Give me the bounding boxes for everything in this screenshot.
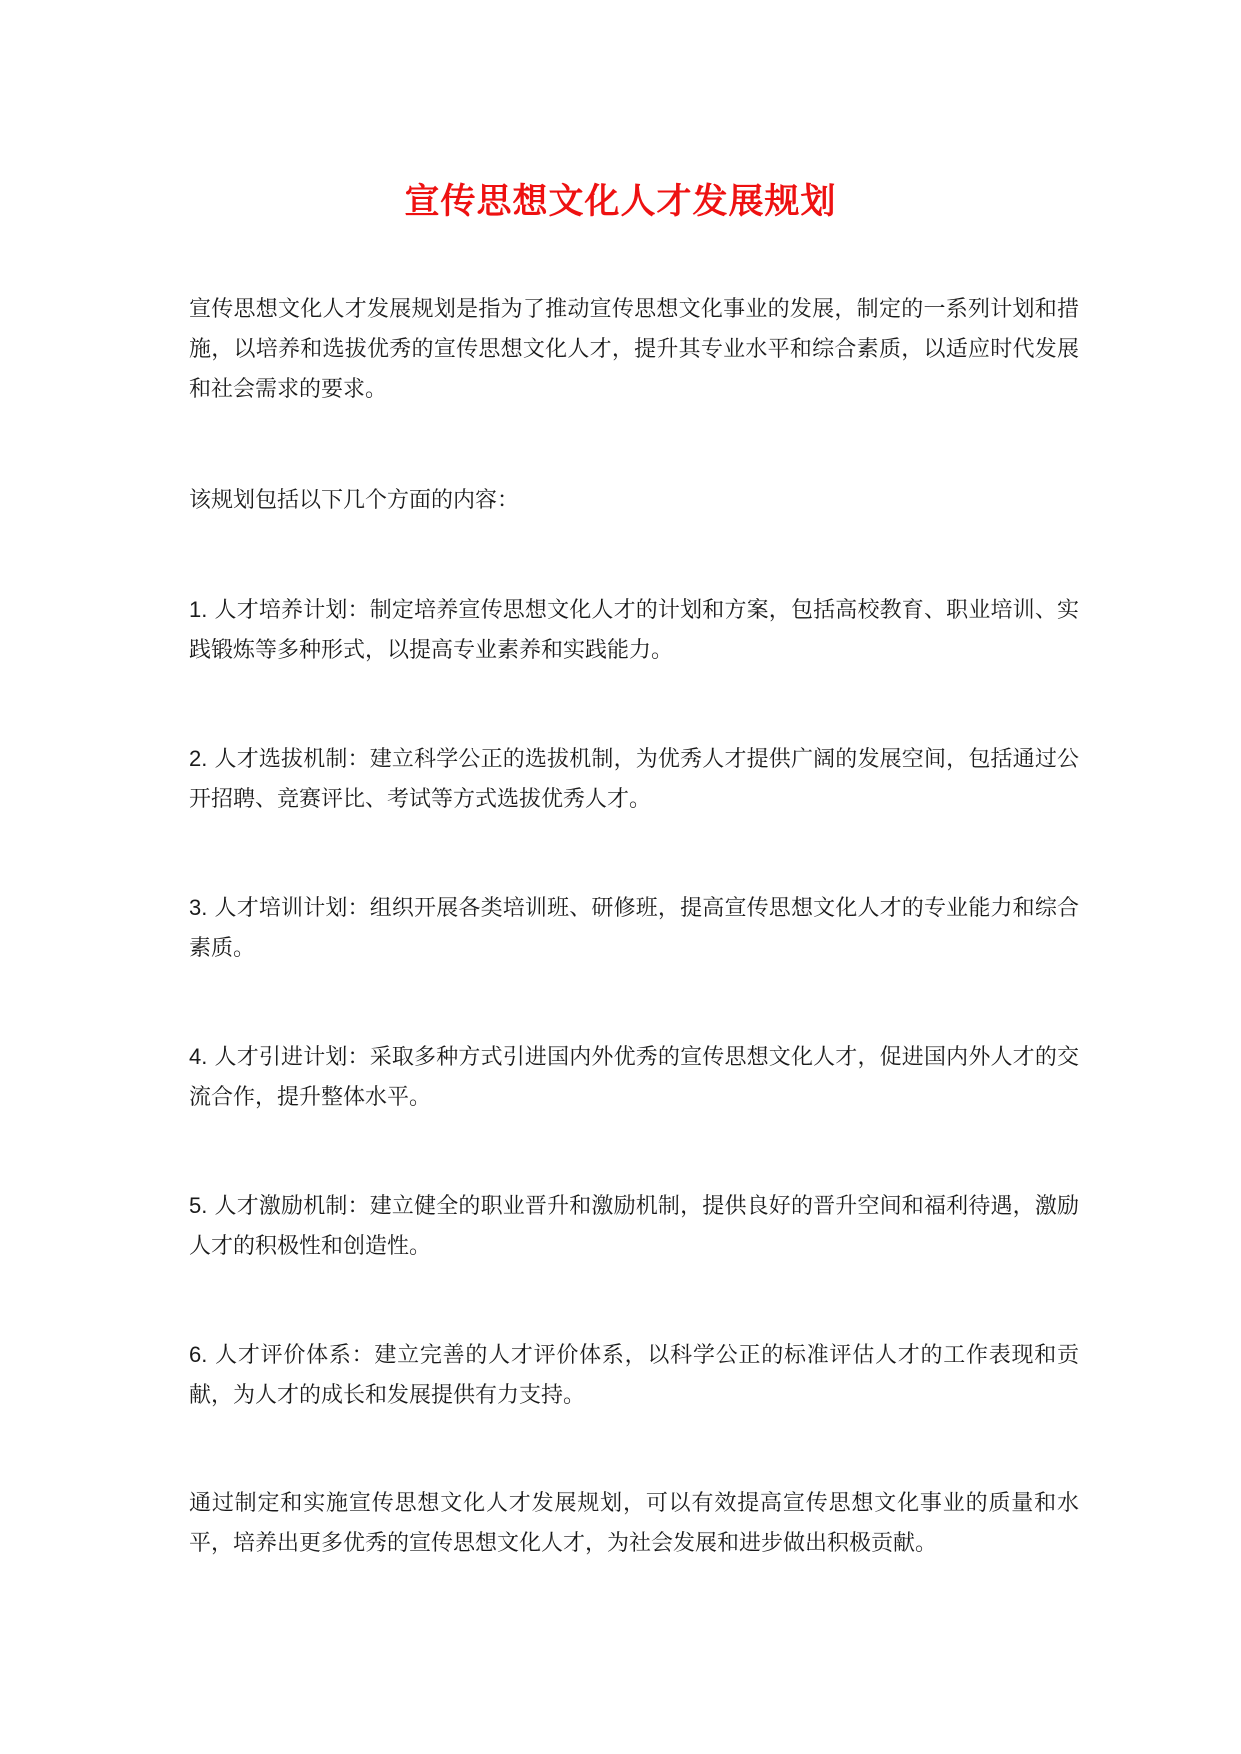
list-item-text: 人才评价体系：建立完善的人才评价体系，以科学公正的标准评估人才的工作表现和贡献，为人才的成长和发展提供有力支持。 <box>189 1343 1079 1408</box>
list-item-number: 1. <box>189 597 208 622</box>
list-item-number: 6. <box>189 1342 208 1367</box>
list-item-text: 人才培训计划：组织开展各类培训班、研修班，提高宣传思想文化人才的专业能力和综合素质。 <box>189 896 1079 961</box>
document-title: 宣传思想文化人才发展规划 <box>404 182 837 222</box>
list-item-6 <box>189 1335 1079 1416</box>
list-item-1 <box>189 590 1079 671</box>
list-item-4 <box>189 1037 1079 1118</box>
conclusion-paragraph: 通过制定和实施宣传思想文化人才发展规划，可以有效提高宣传思想文化事业的质量和水平，培养出更多优秀的宣传思想文化人才，为社会发展和进步做出积极贡献。 <box>189 1491 1079 1556</box>
list-item-text: 人才选拔机制：建立科学公正的选拔机制，为优秀人才提供广阔的发展空间，包括通过公开招聘、竞赛评比、考试等方式选拔优秀人才。 <box>189 747 1079 812</box>
list-item-number: 5. <box>189 1193 208 1218</box>
list-item-text: 人才激励机制：建立健全的职业晋升和激励机制，提供良好的晋升空间和福利待遇，激励人才的积极性和创造性。 <box>189 1194 1079 1259</box>
list-item-number: 2. <box>189 746 208 771</box>
list-item-text: 人才引进计划：采取多种方式引进国内外优秀的宣传思想文化人才，促进国内外人才的交流合作，提升整体水平。 <box>189 1045 1079 1110</box>
list-item-5 <box>189 1186 1079 1267</box>
list-item-number: 3. <box>189 895 208 920</box>
list-item-number: 4. <box>189 1044 208 1069</box>
list-item-3 <box>189 888 1079 969</box>
intro-paragraph: 宣传思想文化人才发展规划是指为了推动宣传思想文化事业的发展，制定的一系列计划和措施，以培养和选拔优秀的宣传思想文化人才，提升其专业水平和综合素质，以适应时代发展和社会需求的要求。 <box>189 297 1079 402</box>
lead-paragraph: 该规划包括以下几个方面的内容： <box>189 488 520 513</box>
list-item-text: 人才培养计划：制定培养宣传思想文化人才的计划和方案，包括高校教育、职业培训、实践锻炼等多种形式，以提高专业素养和实践能力。 <box>189 598 1079 663</box>
list-item-2 <box>189 739 1079 820</box>
document-body <box>189 290 1079 1564</box>
